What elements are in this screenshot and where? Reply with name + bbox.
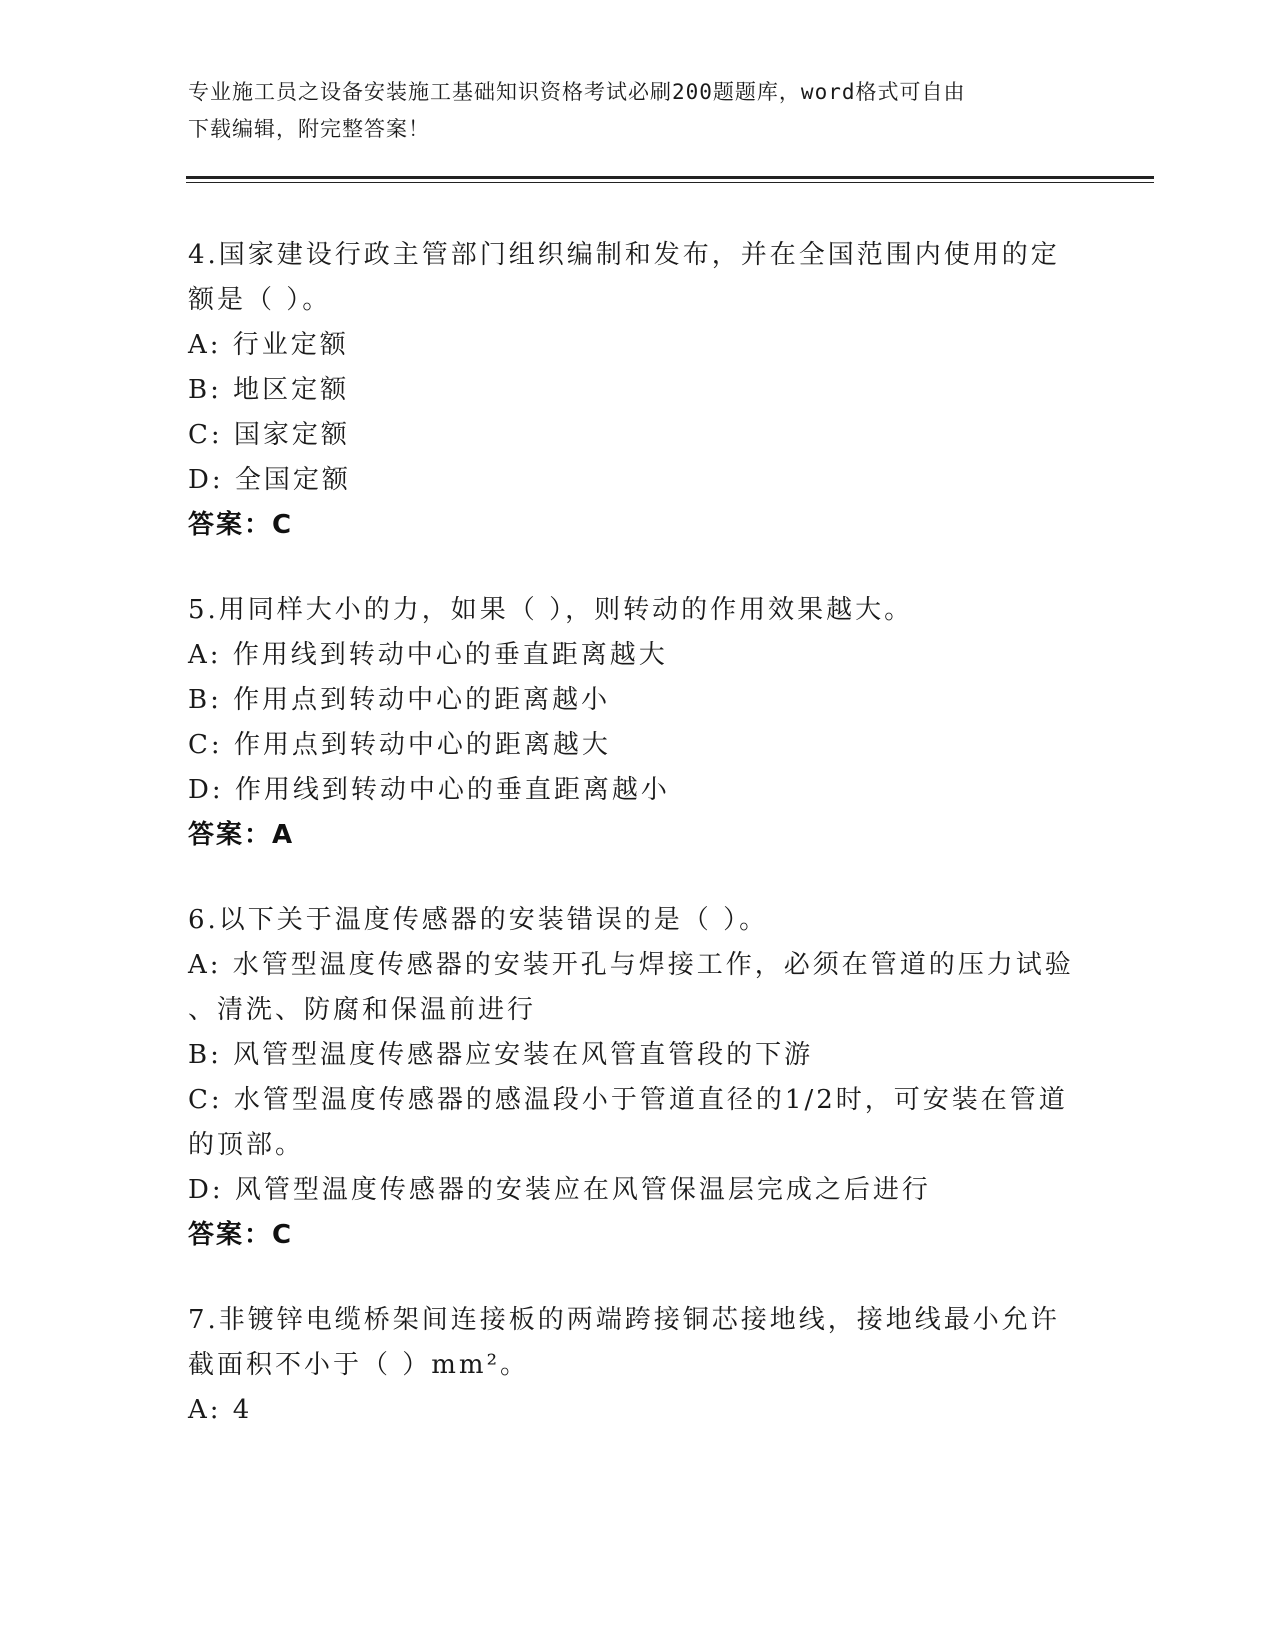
option-a: A: 行业定额 bbox=[188, 330, 349, 360]
question-stem: 4.国家建设行政主管部门组织编制和发布，并在全国范围内使用的定 bbox=[188, 240, 1060, 270]
option-c: C: 水管型温度传感器的感温段小于管道直径的1/2时，可安装在管道 bbox=[188, 1085, 1068, 1115]
header-line-2: 下载编辑，附完整答案！ bbox=[188, 117, 430, 141]
option-a: A: 水管型温度传感器的安装开孔与焊接工作，必须在管道的压力试验 bbox=[188, 950, 1074, 980]
answer: 答案：A bbox=[188, 820, 295, 850]
question-stem: 5.用同样大小的力，如果（ ），则转动的作用效果越大。 bbox=[188, 595, 914, 625]
header-divider-thin bbox=[186, 182, 1154, 183]
option-d: D: 风管型温度传感器的安装应在风管保温层完成之后进行 bbox=[188, 1175, 931, 1205]
option-a: A: 作用线到转动中心的垂直距离越大 bbox=[188, 640, 668, 670]
option-c: C: 作用点到转动中心的距离越大 bbox=[188, 730, 611, 760]
question-stem: 7.非镀锌电缆桥架间连接板的两端跨接铜芯接地线，接地线最小允许 bbox=[188, 1305, 1060, 1335]
answer: 答案：C bbox=[188, 1220, 294, 1250]
header-divider-thick bbox=[186, 176, 1154, 179]
question-5 bbox=[188, 588, 1108, 858]
option-d: D: 作用线到转动中心的垂直距离越小 bbox=[188, 775, 670, 805]
option-c-continued: 的顶部。 bbox=[188, 1130, 305, 1160]
question-7 bbox=[188, 1298, 1108, 1433]
option-a-continued: 、清洗、防腐和保温前进行 bbox=[188, 995, 537, 1025]
option-c: C: 国家定额 bbox=[188, 420, 350, 450]
question-stem: 截面积不小于（ ）mm²。 bbox=[188, 1350, 529, 1380]
header-line-1: 专业施工员之设备安装施工基础知识资格考试必刷200题题库，word格式可自由 bbox=[188, 80, 966, 104]
question-list bbox=[188, 233, 1108, 1473]
option-b: B: 作用点到转动中心的距离越小 bbox=[188, 685, 611, 715]
answer: 答案：C bbox=[188, 510, 294, 540]
option-d: D: 全国定额 bbox=[188, 465, 351, 495]
document-header bbox=[188, 74, 1068, 148]
question-stem: 额是（ ）。 bbox=[188, 285, 332, 315]
question-6 bbox=[188, 898, 1108, 1258]
question-stem: 6.以下关于温度传感器的安装错误的是（ ）。 bbox=[188, 905, 769, 935]
option-a: A: 4 bbox=[188, 1395, 253, 1425]
option-b: B: 地区定额 bbox=[188, 375, 350, 405]
option-b: B: 风管型温度传感器应安装在风管直管段的下游 bbox=[188, 1040, 814, 1070]
question-4 bbox=[188, 233, 1108, 548]
